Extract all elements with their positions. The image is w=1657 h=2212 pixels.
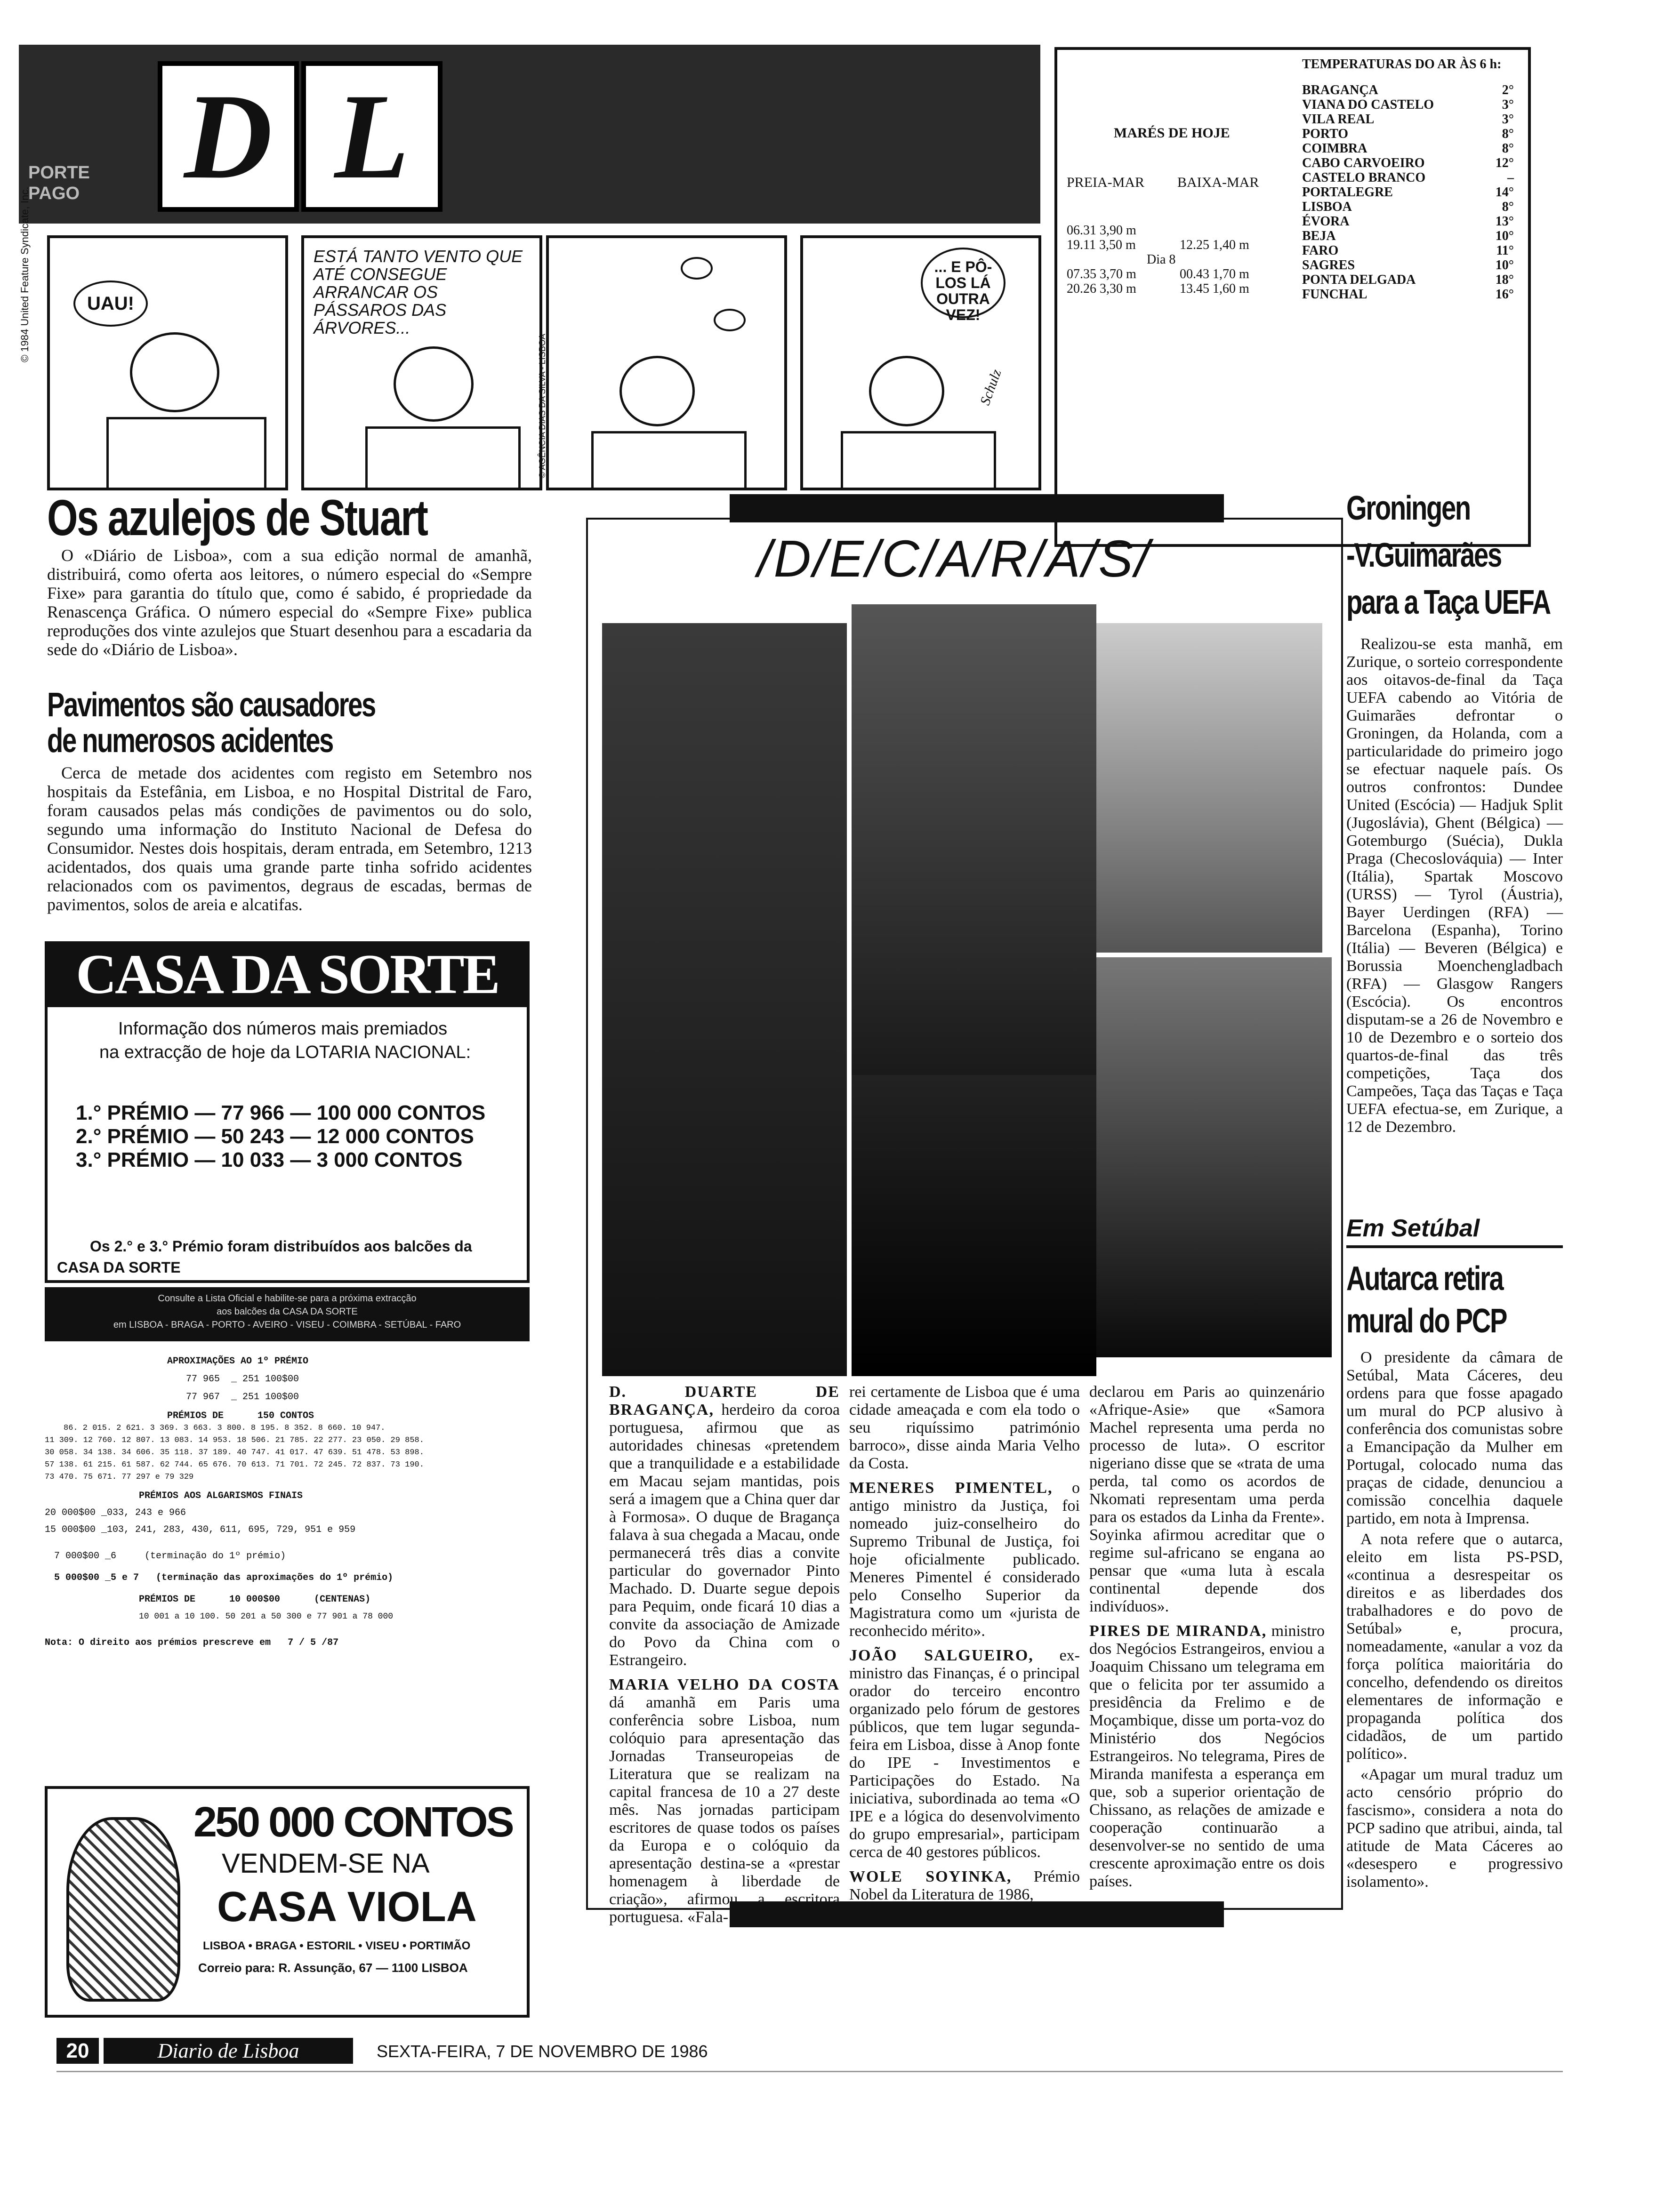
tides-title: MARÉS DE HOJE [1114, 125, 1230, 141]
logo-letter-d: D [158, 61, 299, 212]
footer [56, 2038, 1563, 2072]
casa-sorte-panel [45, 1007, 530, 1283]
casa-sorte-intro-2: na extracção de hoje da LOTARIA NACIONAL: [99, 1042, 471, 1062]
casa-sorte-ad [45, 941, 530, 1760]
casa-sorte-footer: Consulte a Lista Oficial e habilite-se para a próxima extracção aos balcões da CASA DA SORTE em LISBOA - BRAGA - PORTO - AVEIRO - VISEU - COIMBRA - SETÚBAL - FARO [45, 1287, 530, 1341]
de-caras-section [586, 518, 1343, 1926]
comic-bubble-4: ... E PÔ-LOS LÁ OUTRA VEZ! [921, 248, 1005, 318]
bird-icon [681, 257, 713, 280]
snoopy-icon [130, 332, 219, 412]
headline-setubal-1: Autarca retira [1346, 1260, 1503, 1298]
casa-viola-cities: LISBOA • BRAGA • ESTORIL • VISEU • PORTIMÃO [203, 1940, 471, 1952]
doghouse-icon [106, 417, 266, 490]
logo-letter-l: L [301, 61, 442, 212]
prize-row: 3.° PRÉMIO — 10 033 — 3 000 CONTOS [76, 1148, 463, 1171]
de-caras-col-3: declarou em Paris ao quinzenário «Afrique-Asie» que «Samora Machel representa uma perda no processo de luta». O escritor nigeriano disse que se «trata de uma perda, tal como os acordos de Nkomati representam uma perda para os estados da Linha da Frente». Soyinka afirmou acreditar que o regime sul-africano se engana ao pensar que «uma luta à escala continental depende dos indivíduos». PIRES DE MIRANDA, ministro dos Negócios Estrangeiros, enviou a Joaquim Chissano um telegrama em que o felicita por ter assumido a presidência da Frelimo e de Moçambique, disse um porta-voz do Ministério dos Negócios Estrangeiros. No telegrama, Pires de Miranda manifesta a esperança em que, sob a superior orientação de Chissano, as relações de amizade e cooperação continuarão a desenvolver-se no sentido de uma crescente aproximação entre os dois países. [1089, 1383, 1325, 1890]
comic-agency: © AGÊNCIA DIAS DA SILVA - LISBOA [538, 334, 547, 478]
casa-viola-ad [45, 1786, 530, 2018]
de-caras-col-1: D. DUARTE DE BRAGANÇA, herdeiro da coroa portuguesa, afirmou que as autoridades chinesas «pretendem que a tranquilidade e a estabilidade em Macau sejam mantidas, pois será a imagem que a China quer dar à Formosa». O duque de Bragança falava à sua chegada a Macau, onde permanecerá três dias a convite particular do governador Pinto Machado. D. Duarte segue depois para Pequim, onde ficará 10 dias a convite da associação de Amizade do Povo da China com o Estrangeiro. MARIA VELHO DA COSTA dá amanhã em Paris uma conferência sobre Lisboa, num colóquio para apresentação das Jornadas Transeuropeias de Literatura que se realizam na capital francesa de 10 a 27 deste mês. Nas jornadas participam escritores de quase todos os países da Europa e o colóquio da apresentação destina-se a «prestar homenagem à liberdade de criação», afirmou a escritora portuguesa. «Fala- [609, 1383, 840, 1926]
casa-sorte-note-1: Os 2.° e 3.° Prémio foram distribuídos aos balcões da [90, 1238, 472, 1255]
comic-strip [19, 0, 1563, 494]
article-stuart [47, 489, 532, 662]
casa-viola-sold-at: VENDEM-SE NA [222, 1848, 430, 1879]
body-groningen: Realizou-se esta manhã, em Zurique, o sorteio correspondente aos oitavos-de-final da Taça UEFA cabendo ao Vitória de Guimarães defrontar o Groningen, da Holanda, com a particularidade do primeiro jogo se efectuar naquele país. Os outros confrontos: Dundee United (Escócia) — Hadjuk Split (Jugoslávia), Ghent (Bélgica) — Gotemburgo (Suécia), Dukla Praga (Checoslováquia) — Inter (Itália), Spartak Moscovo (URSS) — Tyrol (Áustria), Bayer Uerdingen (RFA) — Barcelona (Espanha), Torino (Itália) — Beveren (Bélgica) e Borussia Moenchengladbach (RFA) — Glasgow Rangers (Escócia). Os encontros disputam-se a 26 de Novembro e 10 de Dezembro e o sorteio dos quartos-de-final das três competições, Taça dos Campeões, Taça das Taças e Taça UEFA efectua-se, em Zurique, a 12 de Dezembro. [1346, 635, 1563, 1136]
kicker-setubal: Em Setúbal [1346, 1214, 1563, 1248]
casa-viola-correio: Correio para: R. Assunção, 67 — 1100 LISBOA [198, 1961, 468, 1975]
casa-viola-amount: 250 000 CONTOS [193, 1799, 513, 1846]
footer-paper-name: Diario de Lisboa [104, 2038, 353, 2064]
comic-panel-2 [301, 235, 542, 490]
casa-sorte-intro-1: Informação dos números mais premiados [118, 1019, 448, 1039]
photo-maria-velho [852, 604, 1096, 1075]
comic-panel-1 [47, 235, 288, 490]
doghouse-icon [365, 426, 521, 490]
headline-pavimentos-1: Pavimentos são causadores [47, 686, 375, 724]
headline-groningen-2: -V.Guimarães [1346, 537, 1501, 574]
headline-groningen-3: para a Taça UEFA [1346, 584, 1550, 621]
prize-list [76, 1101, 485, 1172]
footer-date: SEXTA-FEIRA, 7 DE NOVEMBRO DE 1986 [377, 2042, 708, 2061]
temperature-list: BRAGANÇA 2° VIANA DO CASTELO 3° VILA REAL 3° PORTO 8° COIMBRA 8° CABO CARVOEIRO 12° CASTELO BRANCO – PORTALEGRE 14° LISBOA 8° ÉVORA 13° BEJA 10° FARO 11° SAGRES 10° PONTA DELGADA 18° FUNCHAL 16° [1302, 83, 1514, 302]
comic-panel-3 [538, 235, 787, 490]
body-stuart: O «Diário de Lisboa», com a sua edição normal de amanhã, distribuirá, como oferta aos leitores, o número especial do «Sempre Fixe» para garantia do título que, como é sabido, é propriedade da Renascença Gráfica. O número especial do «Sempre Fixe» publica reproduções dos vinte azulejos que Stuart desenhou para a escadaria da sede do «Diário de Lisboa». [47, 546, 532, 659]
doghouse-icon [841, 431, 996, 490]
comic-bubble-1: UAU! [73, 281, 148, 327]
bird-icon [714, 309, 746, 331]
tides-high-header: PREIA-MAR [1067, 175, 1145, 190]
comic-signature: Schulz [977, 367, 1005, 408]
article-setubal [1346, 1214, 1563, 1894]
prize-row: 2.° PRÉMIO — 50 243 — 12 000 CONTOS [76, 1125, 474, 1148]
article-groningen [1346, 485, 1563, 1139]
casa-sorte-title: CASA DA SORTE [45, 941, 530, 1007]
doghouse-icon [591, 431, 747, 490]
musician-icon [66, 1817, 180, 2002]
photo-duarte [602, 623, 847, 1376]
comic-bubble-2: ESTÁ TANTO VENTO QUE ATÉ CONSEGUE ARRANCAR OS PÁSSAROS DAS ÁRVORES... [314, 247, 523, 337]
tides-rows: 06.31 3,90 m 19.11 3,50 m 12.25 1,40 m Dia 8 07.35 3,70 m 00.43 1,70 m 20.26 3,30 m 13.45 1,60 m [1067, 223, 1249, 296]
headline-pavimentos-2: de numerosos acidentes [47, 722, 333, 760]
body-pavimentos: Cerca de metade dos acidentes com registo em Setembro nos hospitais da Estefânia, em Lisboa, e no Hospital Distrital de Faro, foram causados pelas más condições de pavimentos ou do solo, segundo uma informação do Instituto Nacional de Defesa do Consumidor. Nestes dois hospitais, deram entrada, em Setembro, 1213 acidentados, dos quais uma grande parte tinha sofrido acidentes relacionados com os pavimentos, degraus de escadas, bermas de pavimentos, solos de areia e alcatifas. [47, 763, 532, 914]
comic-panel-4 [800, 235, 1041, 490]
de-caras-title: /D/E/C/A/R/A/S/ [757, 530, 1151, 588]
casa-sorte-note-2: CASA DA SORTE [57, 1259, 181, 1276]
lottery-results: APROXIMAÇÕES AO 1º PRÉMIO 77 965 _ 251 100$00 77 967 _ 251 100$00 PRÉMIOS DE 150 CONTOS 86. 2 015. 2 621. 3 369. 3 663. 3 800. 8 195. 8 352. 8 660. 10 947. 11 309. 12 760. 12 807. 13 083. 14 953. 18 506. 21 785. 22 277. 23 050. 29 858. 30 058. 34 138. 34 606. 35 118. 37 189. 40 747. 41 017. 47 639. 51 478. 53 898. 57 138. 61 215. 61 587. 62 744. 65 676. 70 613. 71 701. 72 245. 72 837. 73 190. 73 470. 75 671. 77 297 e 79 329 PRÉMIOS AOS ALGARISMOS FINAIS 20 000$00 _033, 243 e 966 15 000$00 _103, 241, 283, 430, 611, 695, 729, 951 e 959 7 000$00 _6 (terminação do 1º prémio) 5 000$00 _5 e 7 (terminação das aproximações do 1º prémio) PRÉMIOS DE 10 000$00 (CENTENAS) 10 001 a 10 100. 50 201 a 50 300 e 77 901 a 78 000 Nota: O direito aos prémios prescreve em 7 / 5 /87 [45, 1356, 424, 1648]
snoopy-icon [394, 346, 474, 422]
photo-pires [1096, 957, 1332, 1357]
photo-meneres [1096, 623, 1322, 953]
prize-row: 1.° PRÉMIO — 77 966 — 100 000 CONTOS [76, 1101, 486, 1124]
article-pavimentos [47, 687, 532, 917]
snoopy-icon [869, 356, 944, 426]
photo-group [852, 1075, 1096, 1376]
page-number: 20 [56, 2038, 99, 2064]
tides-low-header: BAIXA-MAR [1177, 175, 1259, 190]
headline-groningen-1: Groningen [1346, 489, 1470, 527]
body-setubal: O presidente da câmara de Setúbal, Mata Cáceres, deu ordens para que fosse apagado um mural do PCP alusivo à conferência dos comunistas sobre a Emancipação da Mulher em Portugal, colocado numa das praças de cidade, denunciou a comissão concelhia daquele partido, em nota à Imprensa. A nota refere que o autarca, eleito em lista PS-PSD, «continua a desrespeitar os direitos e as liberdades dos trabalhadores e do povo de Setúbal» e, procura, nomeadamente, «anular a voz da força política maioritária do concelho, defendendo os direitos elementares de informação e propaganda política dos cidadãos, de um partido político». «Apagar um mural traduz um acto censório próprio do fascismo», considera a nota do PCP sadino que atribui, ainda, tal atitude de Mata Cáceres ao «desespero e progressivo isolamento». [1346, 1349, 1563, 1891]
snoopy-icon [619, 356, 695, 426]
headline-setubal-2: mural do PCP [1346, 1302, 1507, 1340]
de-caras-col-2: rei certamente de Lisboa que é uma cidade ameaçada e com ela todo o seu riquíssimo património barroco», disse ainda Maria Velho da Costa. MENERES PIMENTEL, o antigo ministro da Justiça, foi nomeado juiz-conselheiro do Supremo Tribunal de Justiça, foi hoje oficialmente publicado. Meneres Pimentel é considerado pelo Conselho Superior da Magistratura como um «jurista de reconhecido mérito». JOÃO SALGUEIRO, ex-ministro das Finanças, é o principal orador do terceiro encontro organizado pelo fórum de gestores públicos, que tem lugar segunda-feira em Lisboa, disse à Anop fonte do IPE - Investimentos e Participações do Estado. Na iniciativa, subordinada ao tema «O IPE e a lógica do desenvolvimento do grupo empresarial», participam cerca de 40 gestores públicos. WOLE SOYINKA, Prémio Nobel da Literatura de 1986, [849, 1383, 1080, 1903]
temperatures-title: TEMPERATURAS DO AR ÀS 6 h: [1302, 57, 1502, 72]
porte-pago: PORTE PAGO [28, 163, 90, 203]
comic-copyright: © 1984 United Feature Syndicate, Inc. [19, 186, 31, 362]
casa-viola-name: CASA VIOLA [217, 1883, 477, 1931]
headline-stuart: Os azulejos de Stuart [47, 489, 427, 546]
